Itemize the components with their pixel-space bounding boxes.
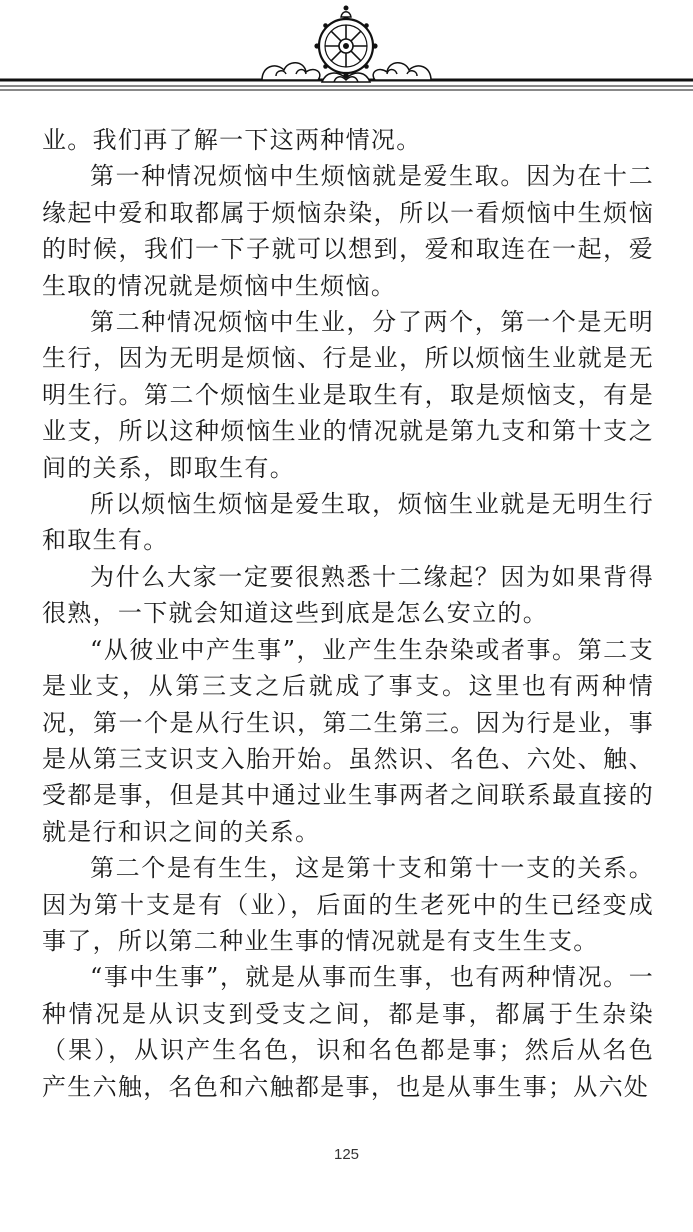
page-number: 125 bbox=[333, 1146, 360, 1163]
paragraph: 第二个是有生生，这是第十支和第十一支的关系。因为第十支是有（业），后面的生老死中的生已经变成事了，所以第二种业生事的情况就是有支生生支。 bbox=[42, 854, 654, 955]
paragraph: 为什么大家一定要很熟悉十二缘起？因为如果背得很熟，一下就会知道这些到底是怎么安立的。 bbox=[42, 562, 654, 628]
paragraph: 业。我们再了解一下这两种情况。 bbox=[42, 126, 422, 154]
cloud-scroll-left-icon bbox=[262, 63, 320, 80]
paragraph: 第二种情况烦恼中生业，分了两个，第一个是无明生行，因为无明是烦恼、行是业，所以烦恼生业就是无明生行。第二个烦恼生业是取生有，取是烦恼支，有是业支，所以这种烦恼生业的情况就是第九支和第十支之间的关系，即取生有。 bbox=[42, 308, 654, 482]
paragraph: 所以烦恼生烦恼是爱生取，烦恼生业就是无明生行和取生有。 bbox=[42, 490, 654, 555]
header-ornament-graphic bbox=[0, 0, 693, 110]
dharma-wheel-icon bbox=[314, 6, 377, 78]
cloud-scroll-right-icon bbox=[373, 63, 431, 80]
paragraph: “事中生事”，就是从事而生事，也有两种情况。一种情况是从识支到受支之间，都是事，都属于生杂染（果），从识产生名色，识和名色都是事；然后从名色产生六触，名色和六触都是事，也是从事生事；从六处 bbox=[42, 963, 654, 1101]
body-text bbox=[42, 122, 654, 1105]
paragraph: 第一种情况烦恼中生烦恼就是爱生取。因为在十二缘起中爱和取都属于烦恼杂染，所以一看烦恼中生烦恼的时候，我们一下子就可以想到，爱和取连在一起，爱生取的情况就是烦恼中生烦恼。 bbox=[42, 162, 654, 300]
page-header-ornament bbox=[0, 0, 693, 110]
paragraph: “从彼业中产生事”，业产生生杂染或者事。第二支是业支，从第三支之后就成了事支。这里也有两种情况，第一个是从行生识，第二生第三。因为行是业，事是从第三支识支入胎开始。虽然识、名色、六处、触、受都是事，但是其中通过业生事两者之间联系最直接的就是行和识之间的关系。 bbox=[42, 635, 654, 846]
